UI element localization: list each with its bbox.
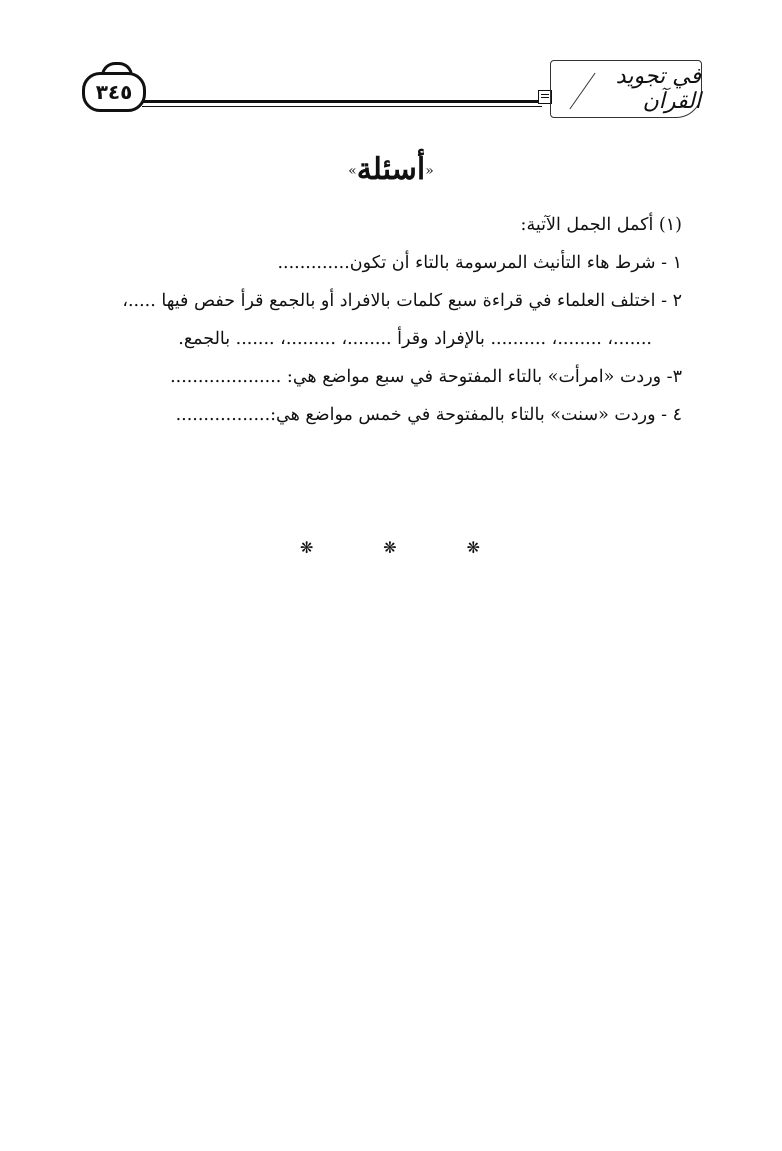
separator-star-icon: ❋ <box>466 538 480 557</box>
page-header <box>82 60 702 124</box>
question-item-2-continued: .......، ........، .......... بالإفراد وقرأ ........، .........، ....... بالجمع. <box>178 329 652 349</box>
title-text: أسئلة <box>356 152 426 187</box>
question-item-1: ١ - شرط هاء التأنيث المرسومة بالتاء أن تكون............. <box>277 253 682 273</box>
title-close-quote: » <box>348 163 357 179</box>
section-separator <box>300 538 480 557</box>
question-heading: (١) أكمل الجمل الآتية: <box>520 215 682 235</box>
separator-star-icon: ❋ <box>300 538 314 557</box>
header-rule <box>142 100 542 103</box>
page-number: ٣٤٥ <box>82 72 146 112</box>
book-title-logo <box>550 60 702 118</box>
section-title <box>0 152 782 187</box>
separator-star-icon: ❋ <box>383 538 397 557</box>
title-open-quote: « <box>425 163 434 179</box>
header-rule-thin <box>142 106 542 107</box>
question-item-4: ٤ - وردت «سنت» بالتاء بالمفتوحة في خمس مواضع هي:................. <box>175 405 682 425</box>
question-item-3: ٣- وردت «امرأت» بالتاء المفتوحة في سبع مواضع هي: .................... <box>170 367 682 387</box>
questions-block <box>82 206 682 434</box>
question-item-2: ٢ - اختلف العلماء في قراءة سبع كلمات بالافراد أو بالجمع قرأ حفص فيها .....، <box>122 291 682 311</box>
logo-text: في تجويد القرآن <box>615 64 701 114</box>
